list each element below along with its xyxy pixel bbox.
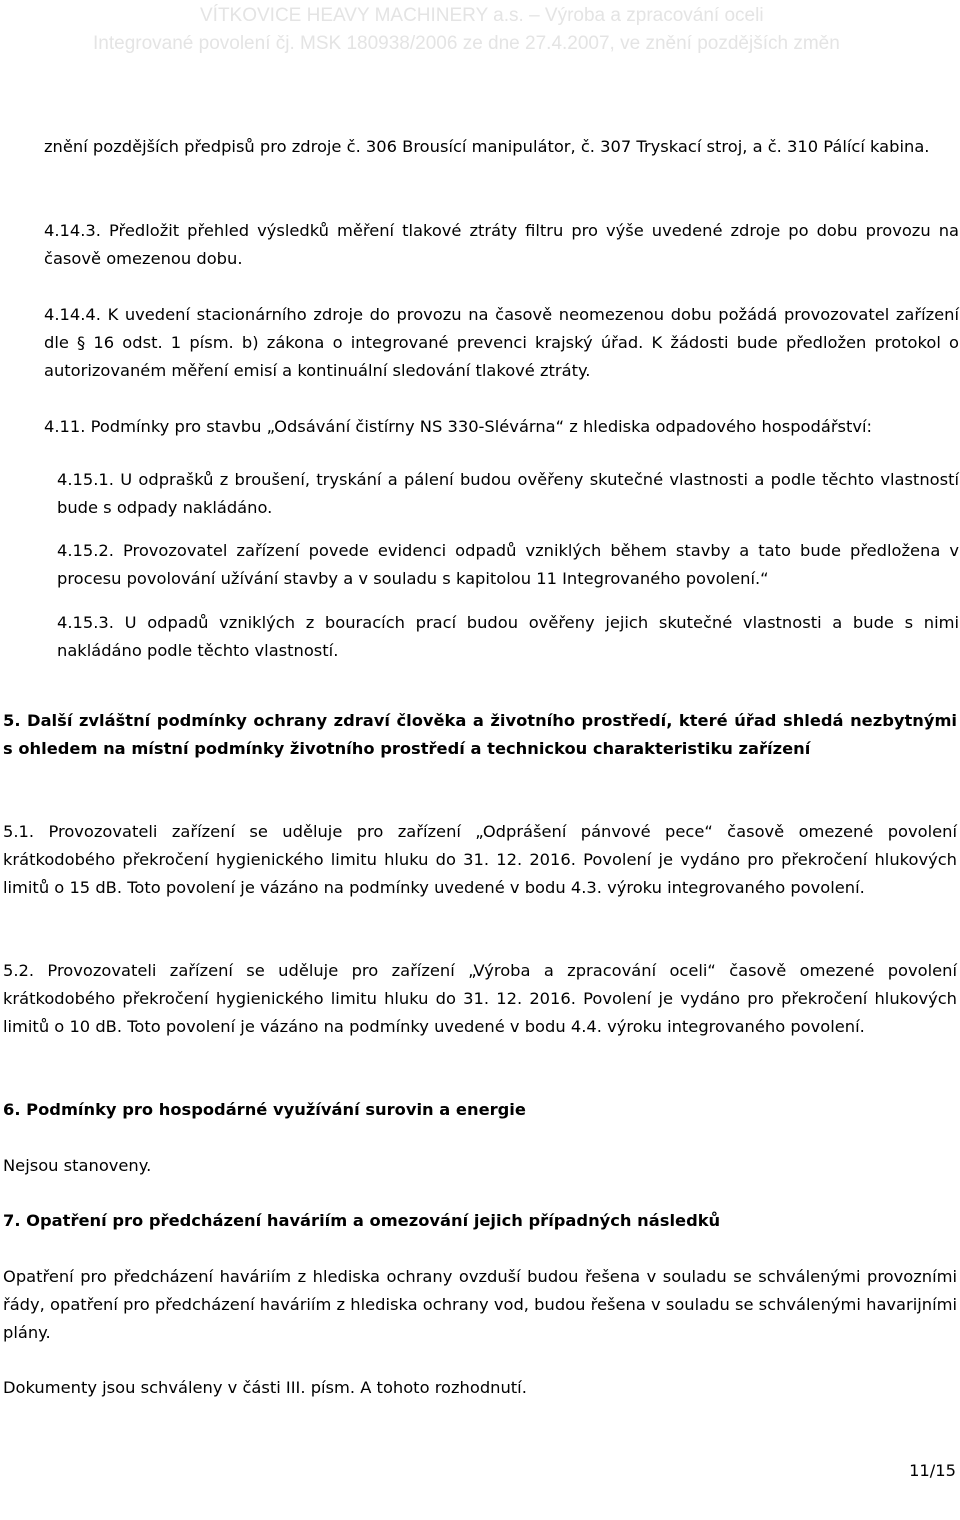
paragraph-4-14-4: 4.14.4. K uvedení stacionárního zdroje do provozu na časově neomezenou dobu požádá provozovatel zařízení dle § 16 odst. 1 písm. b) zákona o integrované prevenci krajský úřad. K žádosti bude předložen protokol o autorizovaném měření emisí a kontinuální sledování tlakové ztráty. <box>44 305 959 380</box>
section-6-heading: 6. Podmínky pro hospodárné využívání surovin a energie <box>3 1100 526 1119</box>
paragraph-6: Nejsou stanoveny. <box>3 1156 152 1175</box>
paragraph-4-15-2: 4.15.2. Provozovatel zařízení povede evidenci odpadů vzniklých během stavby a tato bude předložena v procesu povolování užívání stavby a v souladu s kapitolou 11 Integrovaného povolení.“ <box>57 541 959 588</box>
page-number: 11/15 <box>909 1461 956 1480</box>
paragraph-continuation: znění pozdějších předpisů pro zdroje č. 306 Brousící manipulátor, č. 307 Tryskací stroj, a č. 310 Pálící kabina. <box>44 137 930 156</box>
paragraph-4-11: 4.11. Podmínky pro stavbu „Odsávání čistírny NS 330-Slévárna“ z hlediska odpadového hospodářství: <box>44 417 873 436</box>
section-5-heading: 5. Další zvláštní podmínky ochrany zdraví člověka a životního prostředí, které úřad shledá nezbytnými s ohledem na místní podmínky životního prostředí a technickou charakteristiku zařízení <box>3 711 957 758</box>
section-7-heading: 7. Opatření pro předcházení haváriím a omezování jejich případných následků <box>3 1211 721 1230</box>
paragraph-4-15-1: 4.15.1. U odprašků z broušení, tryskání a pálení budou ověřeny skutečné vlastnosti a podle těchto vlastností bude s odpady nakládáno. <box>57 470 959 517</box>
paragraph-documents: Dokumenty jsou schváleny v části III. písm. A tohoto rozhodnutí. <box>3 1378 527 1397</box>
header-watermark-line2: Integrované povolení čj. MSK 180938/2006 ze dne 27.4.2007, ve znění pozdějších změn <box>93 33 840 54</box>
paragraph-7: Opatření pro předcházení haváriím z hlediska ochrany ovzduší budou řešena v souladu se schválenými provozními řády, opatření pro předcházení haváriím z hlediska ochrany vod, budou řešena v souladu se schválenými havarijními plány. <box>3 1267 957 1342</box>
header-watermark-line1: VÍTKOVICE HEAVY MACHINERY a.s. – Výroba a zpracování oceli <box>200 5 764 26</box>
paragraph-5-2: 5.2. Provozovateli zařízení se uděluje pro zařízení „Výroba a zpracování oceli“ časově omezené povolení krátkodobého překročení hygienického limitu hluku do 31. 12. 2016. Povolení je vydáno pro překročení hlukových limitů o 10 dB. Toto povolení je vázáno na podmínky uvedené v bodu 4.4. výroku integrovaného povolení. <box>3 961 957 1036</box>
paragraph-5-1: 5.1. Provozovateli zařízení se uděluje pro zařízení „Odprášení pánvové pece“ časově omezené povolení krátkodobého překročení hygienického limitu hluku do 31. 12. 2016. Povolení je vydáno pro překročení hlukových limitů o 15 dB. Toto povolení je vázáno na podmínky uvedené v bodu 4.3. výroku integrovaného povolení. <box>3 822 957 897</box>
paragraph-4-14-3: 4.14.3. Předložit přehled výsledků měření tlakové ztráty filtru pro výše uvedené zdroje po dobu provozu na časově omezenou dobu. <box>44 221 959 268</box>
paragraph-4-15-3: 4.15.3. U odpadů vzniklých z bouracích prací budou ověřeny jejich skutečné vlastnosti a bude s nimi nakládáno podle těchto vlastností. <box>57 613 959 660</box>
